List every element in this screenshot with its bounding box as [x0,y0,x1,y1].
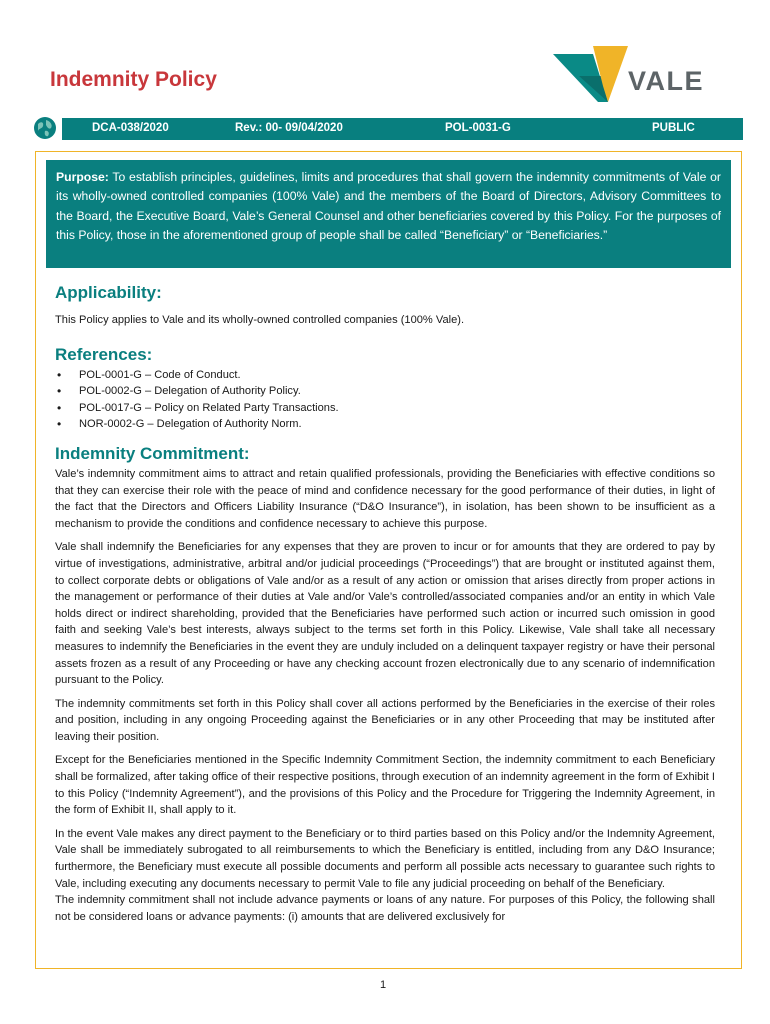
applicability-text: This Policy applies to Vale and its wholly-owned controlled companies (100% Vale). [55,314,465,326]
page-number: 1 [380,979,387,991]
indemnity-heading: Indemnity Commitment: [55,443,250,463]
references-list [55,367,715,433]
doc-code: DCA-038/2020 [92,122,169,134]
policy-code: POL-0031-G [445,122,511,134]
references-heading: References: [55,344,153,364]
applicability-heading: Applicability: [55,283,162,302]
document-meta-bar [62,118,743,140]
policy-body [55,283,715,925]
reference-item: • NOR-0002-G – Delegation of Authority Norm. [55,416,715,433]
vale-logo-text: VALE [628,66,705,96]
reference-item: • POL-0002-G – Delegation of Authority Policy. [55,383,715,400]
revision: Rev.: 00- 09/04/2020 [235,122,343,134]
purpose-box [46,160,731,268]
indemnity-paragraph: In the event Vale makes any direct payment to the Beneficiary or to third parties based on this Policy and/or the Indemnity Agreement, Vale shall be immediately subrogated to all reimbursements to which the Beneficiary is entitled, including from any D&O Insurance; furthermore, the Beneficiary must execute all possible documents and perform all possible acts necessary to guarantee such rights to Vale, including executing any documents necessary to permit Vale to file any judicial proceeding on behalf of the Beneficiary. [55,827,715,890]
indemnity-paragraph: The indemnity commitments set forth in this Policy shall cover all actions performed by the Beneficiaries in the exercise of their roles and position, including in any ongoing Proceeding against the Beneficiaries or in any other Proceeding that may be instituted after leaving their position. [55,697,715,743]
page-title: Indemnity Policy [50,68,217,91]
classification: PUBLIC [652,122,695,134]
indemnity-paragraph: The indemnity commitment shall not include advance payments or loans of any nature. For purposes of this Policy, the following shall not be considered loans or advance payments: (i) amounts that are delivered exclusively for [55,894,715,923]
indemnity-paragraph: Vale’s indemnity commitment aims to attract and retain qualified professionals, providing the Beneficiaries with effective conditions so that they can exercise their role with the peace of mind and confidence necessary for the good performance of their duties, in light of the fact that the Directors and Officers Liability Insurance (“D&O Insurance”), in isolation, has been shown to be insufficient as a mechanism to provide the conditions and confidence necessary to achieve this purpose. [55,467,715,530]
purpose-label: Purpose: [56,170,109,184]
indemnity-paragraph: Vale shall indemnify the Beneficiaries for any expenses that they are proven to incur or for amounts that they are ordered to pay by virtue of investigations, administrative, arbitral and/or judicial proceedings (“Proceedings”) that are brought or instituted against them, to collect corporate debts or obligations of Vale and/or as a result of any action or omission that arises directly from proper actions in the management or performance of their duties at Vale and/or Vale’s controlled/associated companies and/or an entity in which Vale holds direct or indirect shareholding, provided that the Beneficiaries have performed such action or incurred such omission in good faith and seeking Vale’s best interests, always subject to the terms set forth in this Policy. Likewise, Vale shall take all necessary measures to indemnify the Beneficiaries in the event they are unduly included on a delinquent taxpayer registry or have their personal assets frozen as a result of any Proceeding or have any checking account frozen electronically due to any scenario of indemnification pursuant to the Policy. [55,541,715,687]
reference-item: • POL-0017-G – Policy on Related Party Transactions. [55,400,715,417]
indemnity-paragraph: Except for the Beneficiaries mentioned in the Specific Indemnity Commitment Section, the indemnity commitment to each Beneficiary shall be formalized, after taking office of their respective positions, through execution of an indemnity agreement in the form of Exhibit I to this Policy (“Indemnity Agreement”), and the provisions of this Policy and the Procedure for Triggering the Indemnity Agreement, in the form of Exhibit II, shall apply to it. [55,754,715,817]
reference-item: • POL-0001-G – Code of Conduct. [55,367,715,384]
purpose-text: To establish principles, guidelines, limits and procedures that shall govern the indemnity commitments of Vale or its wholly-owned controlled companies (100% Vale) and the members of the Board of Directors, Advisory Committees to the Board, the Executive Board, Vale’s General Counsel and other beneficiaries covered by this Policy. For the purposes of this Policy, those in the aforementioned group of people shall be called “Beneficiary” or “Beneficiaries.” [56,170,721,242]
globe-icon [33,116,57,140]
